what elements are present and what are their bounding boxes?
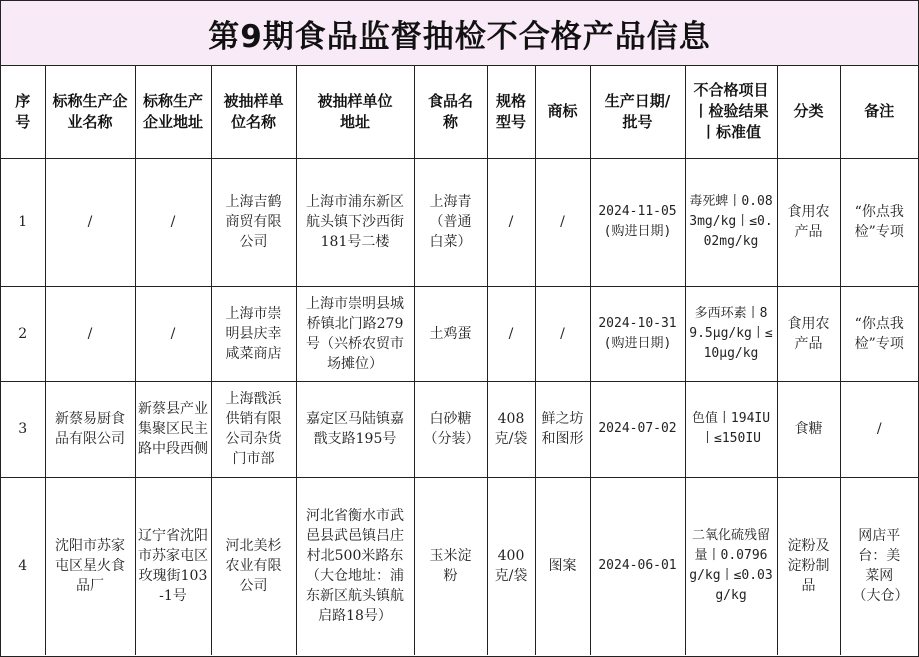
cell-category: 淀粉及淀粉制品 <box>777 477 840 655</box>
cell-sampled-unit: 上海市崇明县庆幸咸菜商店 <box>211 286 296 381</box>
cell-sampled-address: 嘉定区马陆镇嘉戬支路195号 <box>296 381 414 477</box>
cell-manufacturer: 沈阳市苏家屯区星火食品厂 <box>45 477 135 655</box>
cell-food-name: 白砂糖（分装） <box>414 381 487 477</box>
nonconforming-products-table <box>1 66 918 655</box>
cell-trademark: / <box>535 158 590 286</box>
cell-sampled-address: 上海市崇明县城桥镇北门路279号（兴桥农贸市场摊位） <box>296 286 414 381</box>
cell-sampled-unit: 河北美杉农业有限公司 <box>211 477 296 655</box>
header-cell: 备注 <box>840 66 918 158</box>
header-cell: 标称生产企业名称 <box>45 66 135 158</box>
cell-production-date: 2024-11-05(购进日期) <box>590 158 685 286</box>
header-cell: 被抽样单位地址 <box>296 66 414 158</box>
table-row <box>1 286 918 381</box>
cell-food-name: 土鸡蛋 <box>414 286 487 381</box>
cell-sampled-unit: 上海吉鹤商贸有限公司 <box>211 158 296 286</box>
cell-spec: 408克/袋 <box>487 381 535 477</box>
cell-food-name: 玉米淀粉 <box>414 477 487 655</box>
cell-sampled-address: 河北省衡水市武邑县武邑镇吕庄村北500米路东（大仓地址：浦东新区航头镇航启路18号） <box>296 477 414 655</box>
cell-manufacturer: / <box>45 158 135 286</box>
cell-serial: 4 <box>1 477 45 655</box>
cell-spec: / <box>487 158 535 286</box>
table-row <box>1 381 918 477</box>
header-cell: 序号 <box>1 66 45 158</box>
cell-remark: 网店平台：美菜网（大仓） <box>840 477 918 655</box>
header-cell: 被抽样单位名称 <box>211 66 296 158</box>
cell-spec: 400克/袋 <box>487 477 535 655</box>
cell-category: 食用农产品 <box>777 158 840 286</box>
header-cell: 生产日期/批号 <box>590 66 685 158</box>
cell-serial: 1 <box>1 158 45 286</box>
cell-serial: 2 <box>1 286 45 381</box>
cell-manufacturer-address: 辽宁省沈阳市苏家屯区玫瑰街103-1号 <box>135 477 211 655</box>
header-cell: 不合格项目丨检验结果丨标准值 <box>685 66 777 158</box>
cell-manufacturer: / <box>45 286 135 381</box>
cell-nonconforming-item: 色值丨194IU丨≤150IU <box>685 381 777 477</box>
page-title: 第9期食品监督抽检不合格产品信息 <box>1 1 918 66</box>
cell-nonconforming-item: 毒死蜱丨0.083mg/kg丨≤0.02mg/kg <box>685 158 777 286</box>
cell-serial: 3 <box>1 381 45 477</box>
cell-category: 食糖 <box>777 381 840 477</box>
cell-production-date: 2024-06-01 <box>590 477 685 655</box>
cell-remark: “你点我检”专项 <box>840 286 918 381</box>
cell-nonconforming-item: 二氧化硫残留量丨0.0796g/kg丨≤0.03g/kg <box>685 477 777 655</box>
cell-sampled-unit: 上海戬浜供销有限公司杂货门市部 <box>211 381 296 477</box>
cell-trademark: 图案 <box>535 477 590 655</box>
header-cell: 商标 <box>535 66 590 158</box>
header-cell: 标称生产企业地址 <box>135 66 211 158</box>
cell-manufacturer-address: / <box>135 158 211 286</box>
cell-production-date: 2024-10-31(购进日期) <box>590 286 685 381</box>
cell-nonconforming-item: 多西环素丨89.5μg/kg丨≤10μg/kg <box>685 286 777 381</box>
cell-spec: / <box>487 286 535 381</box>
header-cell: 食品名称 <box>414 66 487 158</box>
table-header-row <box>1 66 918 158</box>
table-row <box>1 477 918 655</box>
header-cell: 分类 <box>777 66 840 158</box>
cell-sampled-address: 上海市浦东新区航头镇下沙西街181号二楼 <box>296 158 414 286</box>
cell-food-name: 上海青（普通白菜） <box>414 158 487 286</box>
cell-manufacturer-address: 新蔡县产业集聚区民主路中段西侧 <box>135 381 211 477</box>
table-row <box>1 158 918 286</box>
cell-trademark: / <box>535 286 590 381</box>
cell-trademark: 鲜之坊和图形 <box>535 381 590 477</box>
cell-remark: “你点我检”专项 <box>840 158 918 286</box>
cell-remark: / <box>840 381 918 477</box>
header-cell: 规格型号 <box>487 66 535 158</box>
cell-category: 食用农产品 <box>777 286 840 381</box>
cell-manufacturer: 新蔡易厨食品有限公司 <box>45 381 135 477</box>
cell-production-date: 2024-07-02 <box>590 381 685 477</box>
cell-manufacturer-address: / <box>135 286 211 381</box>
